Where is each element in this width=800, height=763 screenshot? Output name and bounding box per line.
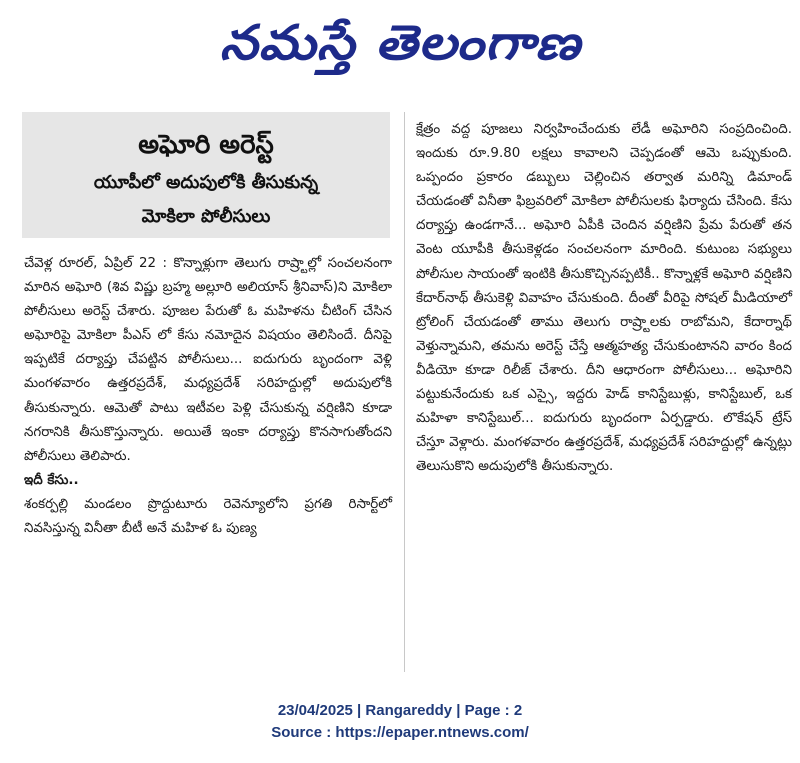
- news-clipping: [22, 112, 794, 684]
- right-paragraph: క్షేత్రం వద్ద పూజలు నిర్వహించేందుకు లేడీ అఘోరిని సంప్రదించింది. ఇందుకు రూ.9.80 లక్షలు కావాలని చెప్పడంతో ఆమె ఒప్పుకుంది. ఒప్పందం ప్రకారం డబ్బులు చెల్లించిన తర్వాత మరిన్ని డిమాండ్ చేయడంతో వినీతా ఫిబ్రవరిలో మోకిలా పోలీసులకు ఫిర్యాదు చేసింది. కేసు దర్యాప్తు ఉండగానే... అఘోరి ఏపీకి చెందిన వర్షిణిని ప్రేమ పేరుతో తన వెంట యూపీకి తీసుకెళ్లడం సంచలనంగా మారింది. కుటుంబ సభ్యులు పోలీసుల సాయంతో ఇంటికి తీసుకొచ్చినప్పటికీ.. కొన్నాళ్లకే అఘోరి వర్షిణిని కేదార్‌నాథ్ తీసుకెళ్లి వివాహం చేసుకుంది. దీంతో వీరిపై సోషల్ మీడియాలో ట్రోలింగ్ చేయడంతో తాము తెలుగు రాష్ర్టాలకు రాబోమని, కేదార్నాథ్ వెళ్తున్నామని, తమను అరెస్ట్ చేస్తే ఆత్మహత్య చేసుకుంటానని వారం కింద వీడియో కూడా రిలీజ్ చేశారు. దీని ఆధారంగా పోలీసులు... అఘోరిని పట్టుకునేందుకు ఒక ఎస్సై, ఇద్దరు హెడ్ కానిస్టేబుళ్లు, కానిస్టేబుల్, ఒక మహిళా కానిస్టేబుల్... ఐదుగురు బృందంగా ఏర్పడ్డారు. లొకేషన్ ట్రేస్ చేస్తూ వెళ్లారు. మంగళవారం ఉత్తరప్రదేశ్, మధ్యప్రదేశ్ సరిహద్దుల్లో ఉన్నట్లు తెలుసుకొని అదుపులోకి తీసుకున్నారు.: [416, 122, 792, 475]
- masthead-title: నమస్తే తెలంగాణ: [219, 15, 581, 71]
- article-right-column: [416, 118, 792, 479]
- case-subhead: ఇదీ కేసు..: [24, 472, 79, 488]
- article-headline: అఘోరి అరెస్ట్: [138, 130, 274, 160]
- article-subheadline: [22, 166, 390, 234]
- left-paragraph-2: శంకర్పల్లి మండలం ప్రొద్దుటూరు రెవెన్యూలోని ప్రగతి రిసార్ట్‌లో నివసిస్తున్న వినీతా బీటీ అనే మహిళ ఓ పుణ్య: [24, 496, 392, 536]
- headline-box: [22, 112, 390, 238]
- page-footer: [0, 700, 800, 744]
- article-left-column: [24, 252, 392, 541]
- column-divider: [404, 112, 405, 672]
- footer-edition-info: 23/04/2025 | Rangareddy | Page : 2: [277, 702, 523, 719]
- left-paragraph-1: చేవెళ్ల రూరల్, ఏప్రిల్ 22 : కొన్నాళ్లుగా తెలుగు రాష్ర్టాల్లో సంచలనంగా మారిన అఘోరి (శివ విష్ణు బ్రహ్మ అల్లూరి అలియాస్ శ్రీనివాస్)ని మోకిలా పోలీసులు అరెస్ట్ చేశారు. పూజల పేరుతో ఓ మహిళను చీటింగ్ చేసిన అఘోరిపై మోకిలా పీఎస్ లో కేసు నమోదైన విషయం తెలిసిందే. దీనిపై ఇప్పటికే దర్యాప్తు చేపట్టిన పోలీసులు... ఐదుగురు బృందంగా వెళ్లి మంగళవారం ఉత్తరప్రదేశ్, మధ్యప్రదేశ్ సరిహద్దుల్లో అదుపులోకి తీసుకున్నారు. ఆమెతో పాటు ఇటీవల పెళ్లి చేసుకున్న వర్షిణిని కూడా నగరానికి తీసుకొస్తున్నారు. అయితే ఇంకా దర్యాప్తు కొనసాగుతోందని పోలీసులు తెలిపారు.: [24, 256, 392, 464]
- newspaper-masthead: [0, 4, 800, 82]
- footer-source-link[interactable]: Source : https://epaper.ntnews.com/: [271, 724, 529, 741]
- subheadline-line-1: యూపీలో అదుపులోకి తీసుకున్న: [93, 172, 319, 193]
- subheadline-line-2: మోకిలా పోలీసులు: [141, 206, 271, 227]
